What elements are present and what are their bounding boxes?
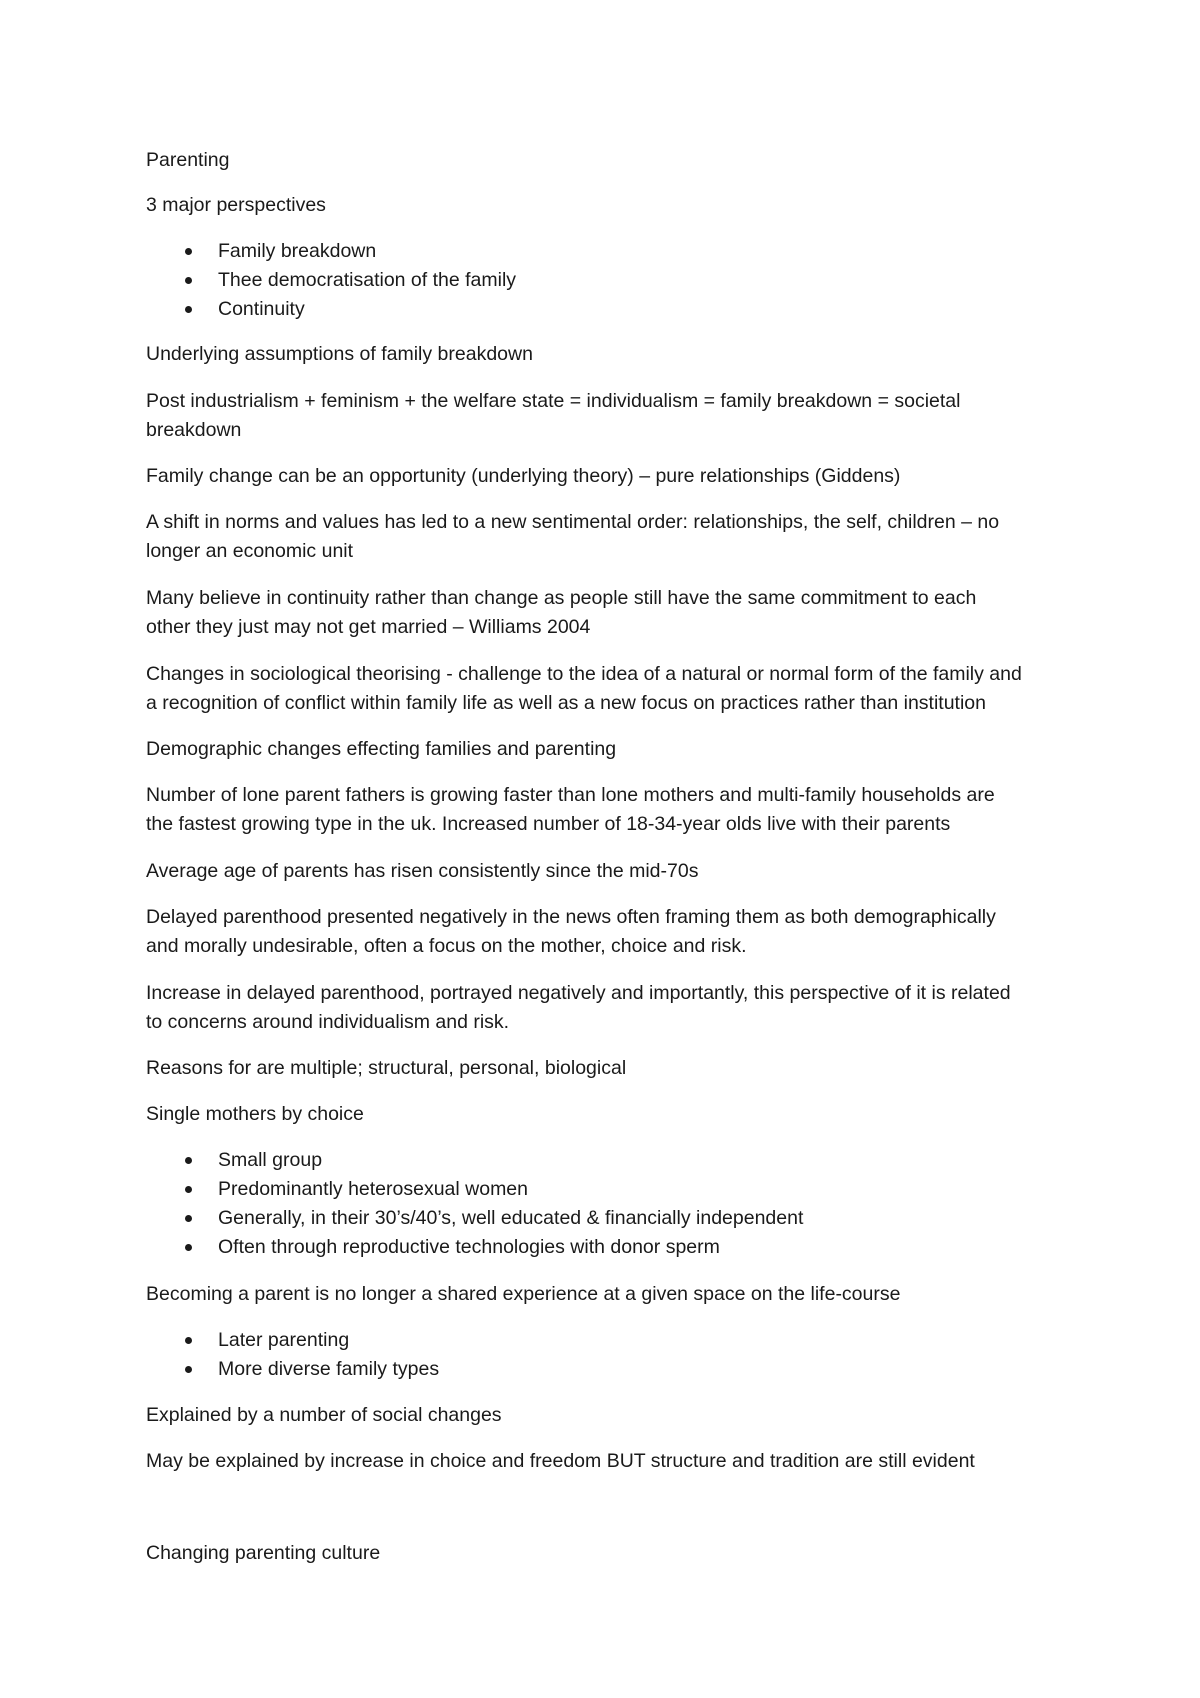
- paragraph-line: Changes in sociological theorising - challenge to the idea of a natural or normal form of the family and: [146, 663, 1022, 685]
- paragraph-line: Delayed parenthood presented negatively in the news often framing them as both demographically: [146, 906, 996, 928]
- paragraph: Reasons for are multiple; structural, personal, biological: [146, 1057, 627, 1079]
- paragraph-line: breakdown: [146, 419, 242, 441]
- paragraph: May be explained by increase in choice and freedom BUT structure and tradition are still evident: [146, 1450, 975, 1472]
- paragraph-line: and morally undesirable, often a focus on the mother, choice and risk.: [146, 935, 747, 957]
- list-item: Family breakdown: [218, 240, 377, 262]
- section-heading: Changing parenting culture: [146, 1542, 381, 1564]
- paragraph-line: to concerns around individualism and risk.: [146, 1011, 510, 1033]
- bullet-dot: [185, 1244, 192, 1251]
- list-item: Later parenting: [218, 1329, 350, 1351]
- paragraph: Becoming a parent is no longer a shared experience at a given space on the life-course: [146, 1283, 901, 1305]
- paragraph-line: Increase in delayed parenthood, portrayed negatively and importantly, this perspective of it is related: [146, 982, 1011, 1004]
- bullet-dot: [185, 1337, 192, 1344]
- paragraph-line: a recognition of conflict within family life as well as a new focus on practices rather than institution: [146, 692, 986, 714]
- paragraph: Family change can be an opportunity (underlying theory) – pure relationships (Giddens): [146, 465, 901, 487]
- paragraph-line: Number of lone parent fathers is growing faster than lone mothers and multi-family households are: [146, 784, 995, 806]
- list-item: Thee democratisation of the family: [218, 269, 517, 291]
- paragraph-line: other they just may not get married – Williams 2004: [146, 616, 591, 638]
- list-item: Generally, in their 30’s/40’s, well educated & financially independent: [218, 1207, 804, 1229]
- bullet-dot: [185, 1157, 192, 1164]
- paragraph-line: Many believe in continuity rather than change as people still have the same commitment to each: [146, 587, 977, 609]
- list-item: More diverse family types: [218, 1358, 440, 1380]
- paragraph: 3 major perspectives: [146, 194, 326, 216]
- bullet-dot: [185, 1215, 192, 1222]
- paragraph: Single mothers by choice: [146, 1103, 364, 1125]
- list-item: Often through reproductive technologies with donor sperm: [218, 1236, 720, 1258]
- paragraph-line: the fastest growing type in the uk. Increased number of 18-34-year olds live with their parents: [146, 813, 951, 835]
- bullet-dot: [185, 1186, 192, 1193]
- document-title: Parenting: [146, 149, 230, 171]
- paragraph-line: longer an economic unit: [146, 540, 354, 562]
- paragraph: Explained by a number of social changes: [146, 1404, 502, 1426]
- paragraph: Demographic changes effecting families and parenting: [146, 738, 617, 760]
- bullet-dot: [185, 306, 192, 313]
- list-item: Predominantly heterosexual women: [218, 1178, 529, 1200]
- paragraph: Average age of parents has risen consistently since the mid-70s: [146, 860, 699, 882]
- paragraph-line: A shift in norms and values has led to a new sentimental order: relationships, the self, children – no: [146, 511, 1000, 533]
- bullet-dot: [185, 1366, 192, 1373]
- bullet-dot: [185, 277, 192, 284]
- paragraph: Underlying assumptions of family breakdown: [146, 343, 533, 365]
- list-item: Continuity: [218, 298, 305, 320]
- paragraph-line: Post industrialism + feminism + the welfare state = individualism = family breakdown = societal: [146, 390, 961, 412]
- bullet-dot: [185, 248, 192, 255]
- list-item: Small group: [218, 1149, 323, 1171]
